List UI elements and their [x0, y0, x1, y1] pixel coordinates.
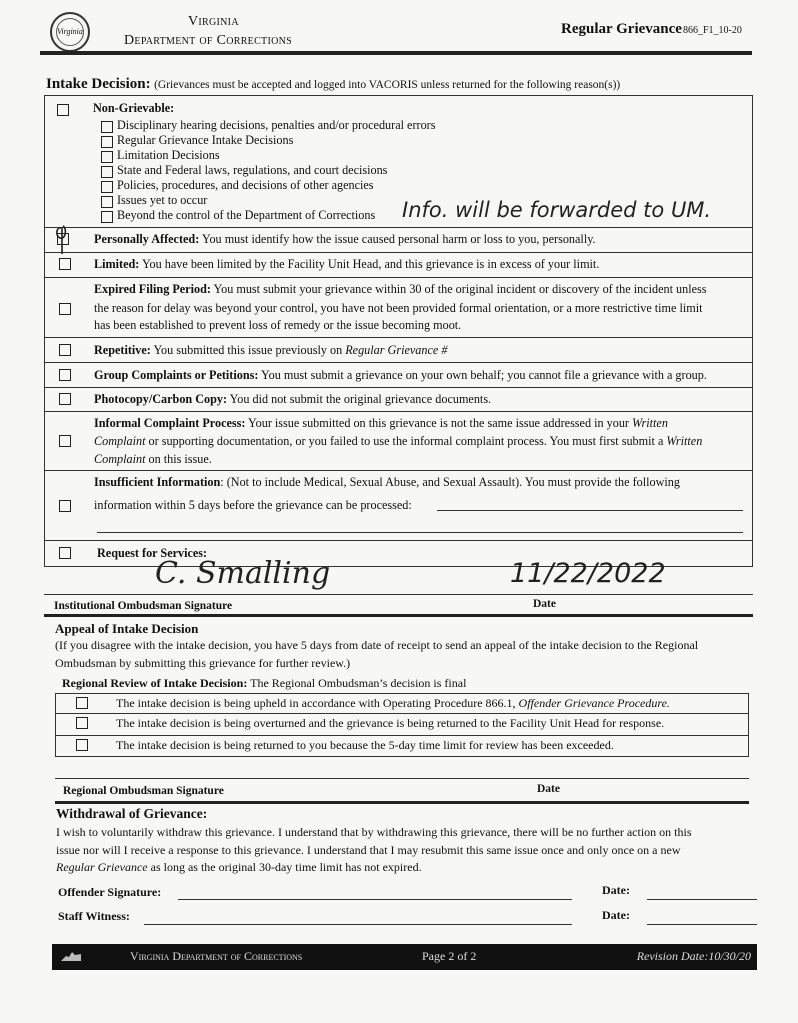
label: Date:: [602, 908, 630, 922]
description: You must submit your grievance within 30 of the original incident or discovery of the incident unless: [213, 282, 707, 296]
virginia-map-icon: [60, 950, 82, 962]
divider: [44, 252, 753, 253]
expired-filing-line1: [94, 281, 706, 297]
label: Request for Services:: [97, 546, 208, 560]
label: Staff Witness:: [58, 909, 130, 923]
ng-issues-yet-label: Issues yet to occur: [117, 193, 208, 207]
appeal-overturned-label: The intake decision is being overturned and the grievance is being returned to the Facility Unit Head for response.: [116, 716, 665, 730]
label: Informal Complaint Process:: [94, 416, 246, 430]
offender-signature-field[interactable]: [178, 899, 572, 900]
withdrawal-line3: [56, 859, 422, 875]
intake-subtitle: (Grievances must be accepted and logged into VACORIS unless returned for the following reason(s)): [154, 79, 621, 91]
italic: Complaint: [94, 452, 146, 466]
ng-policies-checkbox[interactable]: [101, 181, 113, 193]
footer-revision: Revision Date:10/30/20: [636, 949, 751, 963]
limited-text: [94, 256, 599, 272]
form-code: 866_F1_10-20: [683, 25, 742, 36]
ng-limitation-label: Limitation Decisions: [117, 148, 220, 162]
label: Date:: [602, 883, 630, 897]
ng-limitation-checkbox[interactable]: [101, 151, 113, 163]
divider: [44, 387, 753, 388]
intake-decision-heading: [46, 76, 620, 93]
label: Photocopy/Carbon Copy:: [94, 392, 228, 406]
informal-complaint-checkbox[interactable]: [59, 435, 71, 447]
regional-signature-line[interactable]: [55, 778, 749, 779]
photocopy-checkbox[interactable]: [59, 393, 71, 405]
regional-signature-label: [63, 783, 224, 799]
offender-date-field[interactable]: [647, 899, 757, 900]
italic: Offender Grievance Procedure.: [518, 696, 670, 710]
offender-date-label: [602, 882, 630, 898]
divider: [44, 540, 753, 541]
intake-title: Intake Decision:: [46, 76, 151, 92]
label: Withdrawal of Grievance:: [56, 806, 208, 821]
label: Insufficient Information: [94, 475, 221, 489]
divider: [44, 277, 753, 278]
label: Appeal of Intake Decision: [55, 621, 199, 636]
label: Date: [533, 598, 556, 610]
staff-witness-field[interactable]: [144, 924, 572, 925]
informal-complaint-line3: [94, 451, 212, 467]
form-title: Regular Grievance: [561, 21, 682, 37]
description: You submitted this issue previously on: [153, 343, 343, 357]
divider: [55, 713, 749, 714]
italic: Written: [632, 416, 668, 430]
insufficient-info-input-line-2[interactable]: [97, 532, 743, 533]
description: : (Not to include Medical, Sexual Abuse, and Sexual Assault). You must provide the following: [220, 475, 680, 489]
description: on this issue.: [148, 452, 212, 466]
divider: [44, 337, 753, 338]
label: Regional Ombudsman Signature: [63, 785, 224, 797]
appeal-line1: (If you disagree with the intake decision, you have 5 days from date of receipt to send an appeal of the intake decision to the Regional: [55, 638, 699, 652]
staff-date-label: [602, 907, 630, 923]
label: Group Complaints or Petitions:: [94, 368, 259, 382]
withdrawal-title: [56, 806, 207, 822]
description: or supporting documentation, or you failed to use the informal complaint process. You must first submit a: [148, 434, 664, 448]
label: Institutional Ombudsman Signature: [54, 600, 233, 612]
footer-page: Page 2 of 2: [422, 949, 477, 963]
italic: Complaint: [94, 434, 146, 448]
ng-disciplinary-label: Disciplinary hearing decisions, penalties and/or procedural errors: [117, 118, 436, 132]
label: Personally Affected:: [94, 232, 200, 246]
repetitive-checkbox[interactable]: [59, 344, 71, 356]
header-state: Virginia: [188, 14, 239, 29]
divider: [55, 735, 749, 736]
expired-filing-line3: has been established to prevent loss of remedy or the issue becoming moot.: [94, 318, 462, 332]
header-department: Department of Corrections: [124, 33, 292, 48]
handwritten-note: Info. will be forwarded to UM.: [402, 198, 712, 222]
personally-affected-text: [94, 231, 596, 247]
description: as long as the original 30-day time limit has not expired.: [150, 860, 422, 874]
description: You must identify how the issue caused personal harm or loss to you, personally.: [201, 232, 596, 246]
signature-line: [44, 594, 753, 595]
ng-laws-label: State and Federal laws, regulations, and court decisions: [117, 163, 388, 177]
insufficient-info-input-line[interactable]: [437, 510, 743, 511]
regional-review-text: [62, 675, 466, 691]
appeal-overturned-checkbox[interactable]: [76, 717, 88, 729]
non-grievable-label: [93, 100, 174, 116]
header-divider: [40, 51, 752, 55]
expired-filing-checkbox[interactable]: [59, 303, 71, 315]
personally-affected-checkbox[interactable]: [57, 233, 69, 245]
ng-issues-yet-checkbox[interactable]: [101, 196, 113, 208]
description: You must submit a grievance on your own behalf; you cannot file a grievance with a group.: [261, 368, 707, 382]
institutional-ombudsman-signature: C. Smalling: [155, 556, 331, 591]
footer-bar: [52, 944, 757, 970]
seal-text: Virginia: [57, 27, 83, 36]
label: Offender Signature:: [58, 885, 162, 899]
ng-beyond-control-label: Beyond the control of the Department of Corrections: [117, 208, 376, 222]
ng-laws-checkbox[interactable]: [101, 166, 113, 178]
expired-filing-line2: the reason for delay was beyond your control, you have not been provided formal orientation, or a more restrictive time limit: [94, 301, 703, 315]
appeal-returned-label: The intake decision is being returned to you because the 5-day time limit for review has been exceeded.: [116, 738, 614, 752]
ng-intake-decisions-checkbox[interactable]: [101, 136, 113, 148]
ng-intake-decisions-label: Regular Grievance Intake Decisions: [117, 133, 294, 147]
description: Your issue submitted on this grievance is not the same issue addressed in your: [248, 416, 629, 430]
staff-date-field[interactable]: [647, 924, 757, 925]
label: Repetitive:: [94, 343, 151, 357]
appeal-upheld-checkbox[interactable]: [76, 697, 88, 709]
institutional-signature-label: [54, 598, 232, 614]
insufficient-info-line1: [94, 474, 680, 490]
label: Limited:: [94, 257, 140, 271]
appeal-upheld-label: [116, 695, 670, 711]
withdrawal-line1: I wish to voluntarily withdraw this grievance. I understand that by withdrawing this grievance, there will be no further action on this: [56, 825, 692, 839]
intake-handwritten-date: 11/22/2022: [510, 558, 666, 589]
divider: [44, 362, 753, 363]
intake-date-label: [533, 596, 556, 612]
withdrawal-line2: issue nor will I receive a response to this grievance. I understand that I may resubmit this same issue once and only once on a new: [56, 843, 681, 857]
label: Expired Filing Period:: [94, 282, 211, 296]
ng-beyond-control-checkbox[interactable]: [101, 211, 113, 223]
limited-checkbox[interactable]: [59, 258, 71, 270]
description: The intake decision is being upheld in accordance with Operating Procedure 866.1,: [116, 696, 516, 710]
request-services-checkbox[interactable]: [59, 547, 71, 559]
description: You did not submit the original grievance documents.: [229, 392, 492, 406]
italic: Regular Grievance: [56, 860, 148, 874]
appeal-returned-checkbox[interactable]: [76, 739, 88, 751]
virginia-seal-logo: [50, 12, 90, 52]
regional-date-label: [537, 781, 560, 797]
section-divider: [44, 614, 753, 617]
group-complaints-text: [94, 367, 707, 383]
insufficient-info-line2: information within 5 days before the grievance can be processed:: [94, 498, 412, 512]
insufficient-info-checkbox[interactable]: [59, 500, 71, 512]
divider: [44, 470, 753, 471]
label: Regional Review of Intake Decision:: [62, 676, 248, 690]
informal-complaint-line1: [94, 415, 668, 431]
description: You have been limited by the Facility Unit Head, and this grievance is in excess of your limit.: [141, 257, 600, 271]
staff-witness-label: [58, 908, 130, 924]
offender-signature-label: [58, 884, 161, 900]
divider: [44, 227, 753, 228]
photocopy-text: [94, 391, 491, 407]
appeal-title: [55, 621, 198, 637]
label: Date: [537, 783, 560, 795]
ng-disciplinary-checkbox[interactable]: [101, 121, 113, 133]
ng-policies-label: Policies, procedures, and decisions of other agencies: [117, 178, 374, 192]
label: Non-Grievable:: [93, 101, 175, 115]
footer-org: Virginia Department of Corrections: [130, 949, 303, 963]
non-grievable-checkbox[interactable]: [57, 104, 69, 116]
group-complaints-checkbox[interactable]: [59, 369, 71, 381]
repetitive-text: [94, 342, 447, 358]
divider: [44, 411, 753, 412]
section-divider: [55, 801, 749, 804]
appeal-line2: Ombudsman by submitting this grievance for further review.): [55, 656, 351, 670]
informal-complaint-line2: [94, 433, 702, 449]
grievance-number-label: Regular Grievance #: [345, 343, 448, 357]
description: The Regional Ombudsman’s decision is final: [250, 676, 467, 690]
italic: Written: [666, 434, 703, 448]
